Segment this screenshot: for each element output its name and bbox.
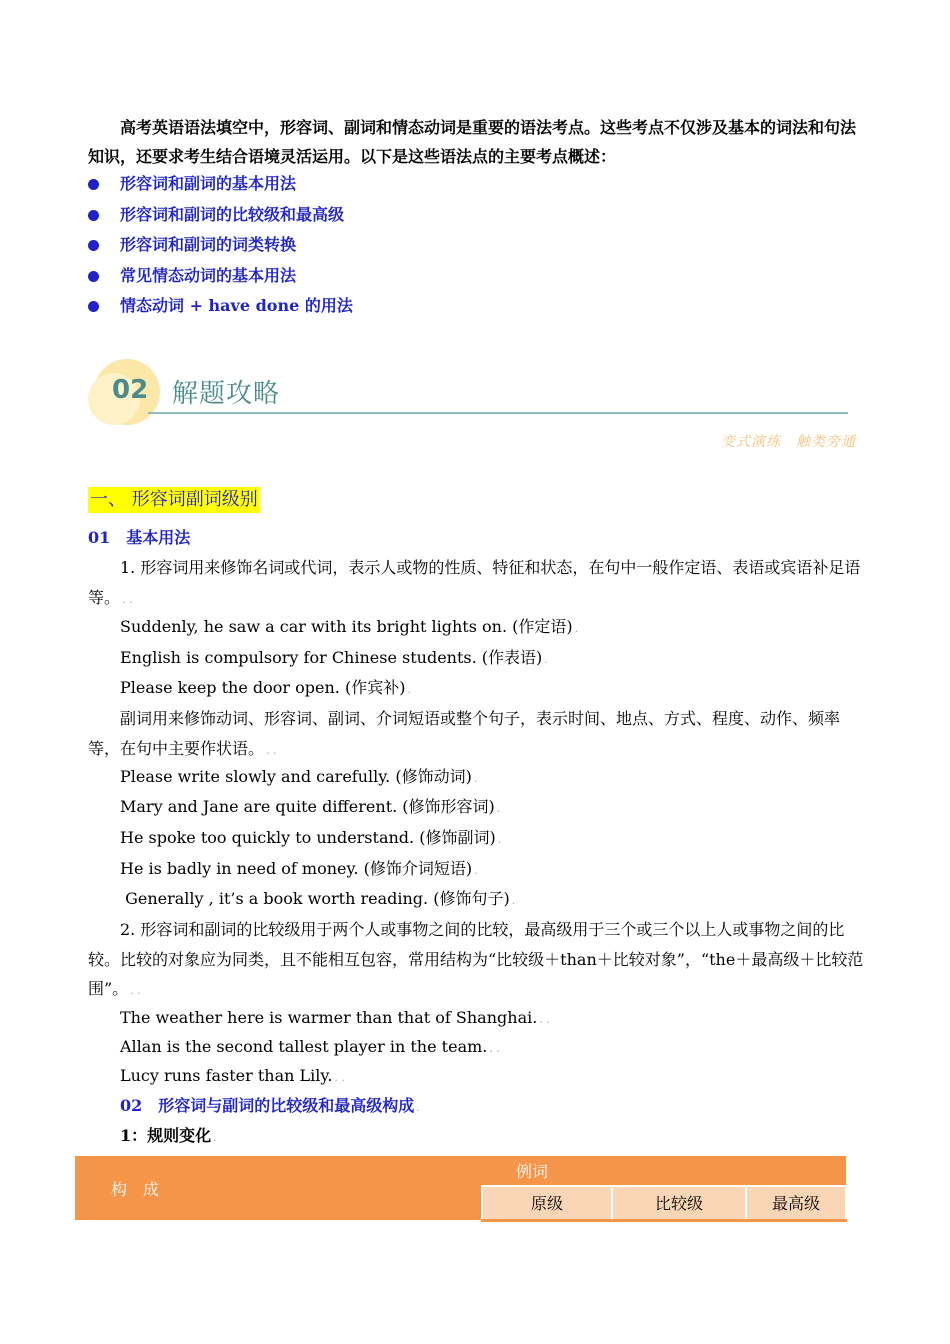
example-line: Mary and Jane are quite different. (修饰形容词) . <box>120 797 501 816</box>
table-subheader-comparative: 比较级 <box>612 1186 746 1220</box>
example-line: He is badly in need of money. (修饰介词短语) . <box>120 859 478 878</box>
example-line: Lucy runs faster than Lily. . . <box>120 1066 345 1085</box>
bullet-icon <box>88 271 99 282</box>
example-line: Generally , it’s a book worth reading. (修饰句子) . <box>120 889 516 908</box>
rule-heading: 1：规则变化 . <box>120 1126 217 1145</box>
bullet-icon <box>88 210 99 221</box>
topic-list <box>88 170 788 323</box>
bullet-icon <box>88 179 99 190</box>
example-line: He spoke too quickly to understand. (修饰副词) . <box>120 828 502 847</box>
list-item: 形容词和副词的比较级和最高级 <box>88 201 788 232</box>
subheading-02: 02 形容词与副词的比较级和最高级构成 . <box>120 1096 420 1115</box>
paragraph-adjective: 1. 形容词用来修饰名词或代词，表示人或物的性质、特征和状态，在句中一般作定语、表语或宾语补足语等。 . . <box>88 558 861 607</box>
table-header-example: 例词 <box>482 1156 846 1186</box>
banner-divider <box>148 412 848 414</box>
list-item: 形容词和副词的词类转换 <box>88 231 788 262</box>
example-line: Please keep the door open. (作宾补) . <box>120 678 411 697</box>
list-item: 情态动词 + have done 的用法 <box>88 292 788 323</box>
banner-number: 02 <box>112 375 149 405</box>
section-banner <box>88 355 858 455</box>
table-header-compose: 构 成 <box>75 1156 482 1220</box>
list-item: 常见情态动词的基本用法 <box>88 262 788 293</box>
section-title: 一、 形容词副词级别 <box>88 487 260 513</box>
intro-paragraph: 高考英语语法填空中，形容词、副词和情态动词是重要的语法考点。这些考点不仅涉及基本的词法和句法知识，还要求考生结合语境灵活运用。以下是这些语法点的主要考点概述： <box>88 118 857 166</box>
list-item: 形容词和副词的基本用法 <box>88 170 788 201</box>
table-subheader-superlative: 最高级 <box>746 1186 846 1220</box>
bullet-icon <box>88 240 99 251</box>
example-line: Allan is the second tallest player in the team. . . <box>120 1037 500 1056</box>
banner-title: 解题攻略 <box>172 379 281 409</box>
example-line: Suddenly, he saw a car with its bright lights on. (作定语) . <box>120 617 579 636</box>
example-line: The weather here is warmer than that of Shanghai. . . <box>120 1008 550 1027</box>
paragraph-comparison: 2. 形容词和副词的比较级用于两个人或事物之间的比较，最高级用于三个或三个以上人或事物之间的比较。比较的对象应为同类，且不能相互包容，常用结构为“比较级＋than＋比较对象”，“the＋最高级＋比较范围”。 . . <box>88 920 864 998</box>
comparison-table <box>75 1156 847 1222</box>
banner-subtitle: 变式演练 触类旁通 <box>721 434 856 450</box>
bullet-icon <box>88 301 99 312</box>
paragraph-adverb: 副词用来修饰动词、形容词、副词、介词短语或整个句子，表示时间、地点、方式、程度、动作、频率等，在句中主要作状语。 . . <box>88 709 841 758</box>
table-subheader-positive: 原级 <box>482 1186 612 1220</box>
example-line: English is compulsory for Chinese students. (作表语) . <box>120 648 548 667</box>
example-line: Please write slowly and carefully. (修饰动词) . <box>120 767 478 786</box>
subheading-01: 01 基本用法 <box>88 528 191 547</box>
